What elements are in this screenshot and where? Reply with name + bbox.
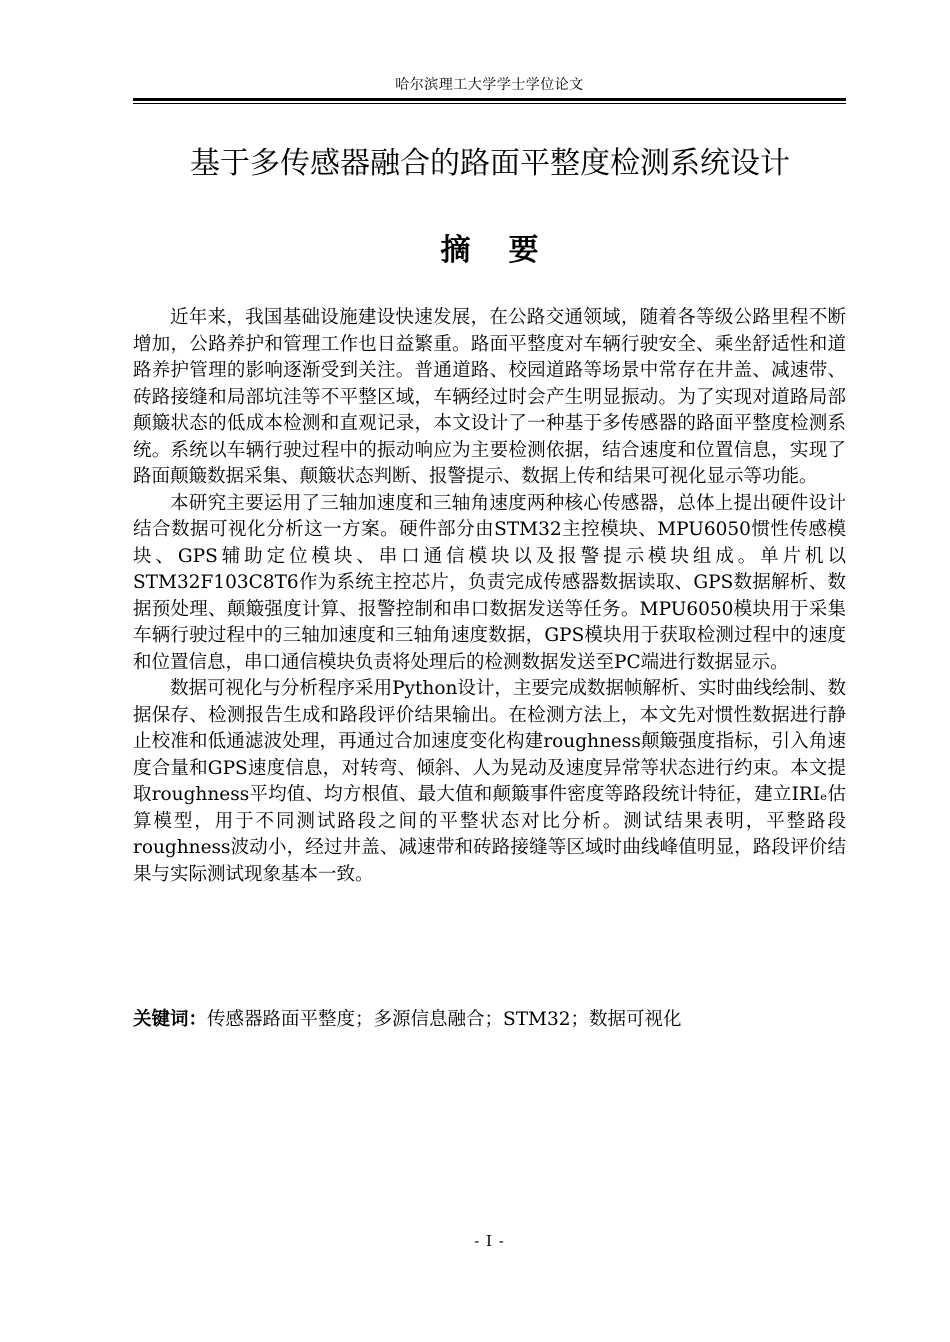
page-number: - I - bbox=[474, 1232, 505, 1250]
keywords-text: 传感器路面平整度；多源信息融合；STM32；数据可视化 bbox=[207, 1009, 682, 1030]
abstract-paragraph-2: 本研究主要运用了三轴加速度和三轴角速度两种核心传感器，总体上提出硬件设计结合数据可视化分析这一方案。硬件部分由STM32主控模块、MPU6050惯性传感模块、GPS辅助定位模块、串口通信模块以及报警提示模块组成。单片机以 STM32F103C8T6作为系统主控芯片，负责完成传感器数据读取、GPS数据解析、数据预处理、颠簸强度计算、报警控制和串口数据发送等任务。MPU6050模块用于采集车辆行驶过程中的三轴加速度和三轴角速度数据，GPS模块用于获取检测过程中的速度和位置信息，串口通信模块负责将处理后的检测数据发送至PC端进行数据显示。 bbox=[133, 492, 846, 673]
header-rule-thin bbox=[133, 103, 846, 104]
abstract-body bbox=[133, 305, 846, 888]
keywords-label: 关键词： bbox=[133, 1009, 208, 1030]
abstract-heading-char-2: 要 bbox=[508, 233, 539, 268]
thesis-title: 基于多传感器融合的路面平整度检测系统设计 bbox=[190, 146, 790, 181]
abstract-heading bbox=[133, 230, 846, 272]
abstract-paragraph-3: 数据可视化与分析程序采用Python设计，主要完成数据帧解析、实时曲线绘制、数据保存、检测报告生成和路段评价结果输出。在检测方法上，本文先对惯性数据进行静止校准和低通滤波处理，再通过合加速度变化构建roughness颠簸强度指标，引入角速度合量和GPS速度信息，对转弯、倾斜、人为晃动及速度异常等状态进行约束。本文提取roughness平均值、均方根值、最大值和颠簸事件密度等路段统计特征，建立IRIₑ估算模型，用于不同测试路段之间的平整状态对比分析。测试结果表明，平整路段roughness波动小，经过井盖、减速带和砖路接缝等区域时曲线峰值明显，路段评价结果与实际测试现象基本一致。 bbox=[133, 678, 846, 885]
abstract-heading-char-1: 摘 bbox=[440, 233, 471, 268]
abstract-paragraph-1: 近年来，我国基础设施建设快速发展，在公路交通领域，随着各等级公路里程不断增加，公路养护和管理工作也日益繁重。路面平整度对车辆行驶安全、乘坐舒适性和道路养护管理的影响逐渐受到关注。普通道路、校园道路等场景中常存在井盖、减速带、砖路接缝和局部坑洼等不平整区域，车辆经过时会产生明显振动。为了实现对道路局部颠簸状态的低成本检测和直观记录，本文设计了一种基于多传感器的路面平整度检测系统。系统以车辆行驶过程中的振动响应为主要检测依据，结合速度和位置信息，实现了路面颠簸数据采集、颠簸状态判断、报警提示、数据上传和结果可视化显示等功能。 bbox=[133, 307, 846, 487]
keywords-line bbox=[133, 1007, 846, 1034]
header-rule-thick bbox=[133, 98, 846, 101]
running-header: 哈尔滨理工大学学士学位论文 bbox=[395, 77, 584, 93]
